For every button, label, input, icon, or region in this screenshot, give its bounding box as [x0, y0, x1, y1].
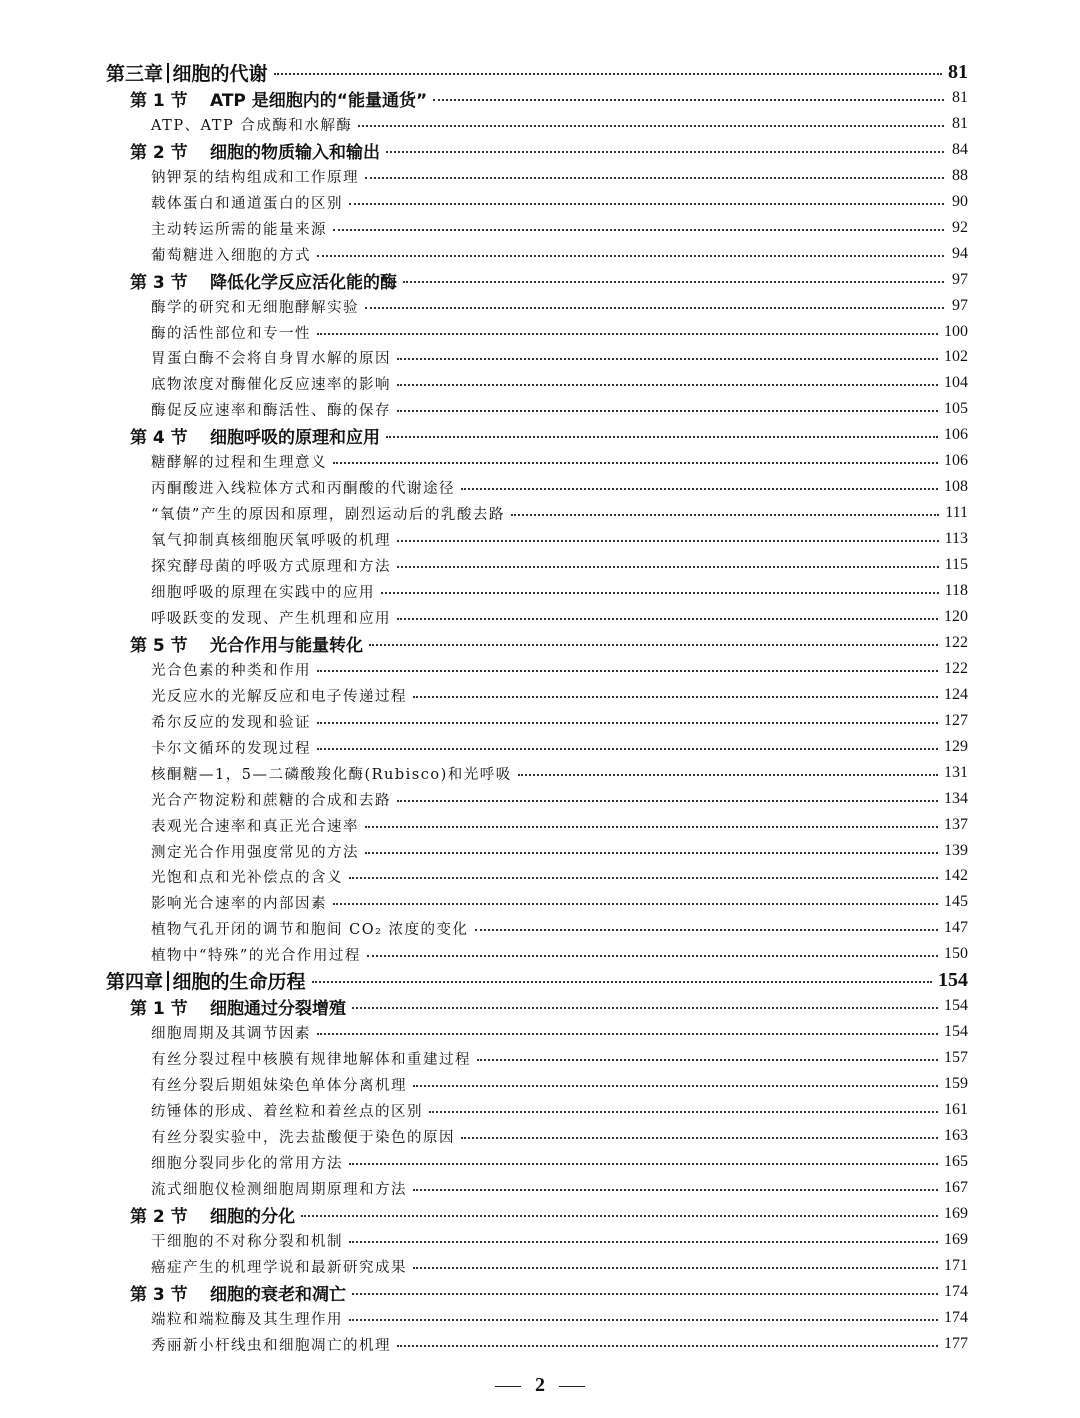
topic-title: 酶促反应速率和酶活性、酶的保存	[151, 402, 391, 419]
topic-title: 糖酵解的过程和生理意义	[151, 454, 327, 471]
dot-leader	[349, 1319, 938, 1321]
toc-topic-row[interactable]	[151, 528, 968, 550]
page-ref: 134	[944, 790, 968, 807]
toc-topic-row[interactable]	[151, 814, 968, 836]
toc-topic-row[interactable]	[151, 710, 968, 732]
page-ref: 113	[944, 530, 968, 547]
topic-title: 表观光合速率和真正光合速率	[151, 818, 359, 835]
page-ref: 81	[952, 115, 968, 132]
dot-leader	[365, 852, 938, 854]
toc-section-row[interactable]	[130, 87, 968, 109]
page-ref: 171	[944, 1257, 968, 1274]
dot-leader	[403, 281, 944, 283]
dot-leader	[317, 333, 938, 335]
topic-title: 影响光合速率的内部因素	[151, 895, 327, 912]
dot-leader	[477, 1059, 938, 1061]
section-title: ATP 是细胞内的“能量通货”	[210, 90, 428, 111]
topic-title: 主动转运所需的能量来源	[151, 221, 327, 238]
toc-topic-row[interactable]	[151, 736, 968, 758]
page-ref: 154	[944, 997, 968, 1014]
footer-dash-left	[495, 1386, 521, 1388]
dot-leader	[397, 384, 938, 386]
toc-topic-row[interactable]	[151, 1099, 968, 1121]
toc-topic-row[interactable]	[151, 398, 968, 420]
section-label: 第 2 节	[130, 142, 188, 163]
dot-leader	[518, 774, 938, 776]
toc-topic-row[interactable]	[151, 1333, 968, 1355]
page-ref: 154	[944, 1023, 968, 1040]
page-ref: 100	[944, 323, 968, 340]
page-ref: 97	[952, 271, 968, 288]
page-ref: 169	[944, 1231, 968, 1248]
dot-leader	[333, 903, 938, 905]
dot-leader	[369, 644, 938, 646]
topic-title: 细胞周期及其调节因素	[151, 1025, 311, 1042]
dot-leader	[317, 255, 944, 257]
dot-leader	[386, 436, 938, 438]
chapter-divider	[167, 971, 169, 991]
page-ref: 118	[944, 582, 968, 599]
toc-topic-row[interactable]	[151, 217, 968, 239]
topic-title: 酶学的研究和无细胞酵解实验	[151, 299, 359, 316]
topic-title: 底物浓度对酶催化反应速率的影响	[151, 376, 391, 393]
toc-chapter-row[interactable]	[106, 969, 968, 991]
dot-leader	[433, 99, 944, 101]
topic-title: “氧债”产生的原因和原理，剧烈运动后的乳酸去路	[151, 506, 505, 523]
section-label: 第 1 节	[130, 90, 188, 111]
topic-title: 光合色素的种类和作用	[151, 662, 311, 679]
dot-leader	[317, 722, 938, 724]
section-title: 细胞的衰老和凋亡	[210, 1284, 346, 1305]
page-ref: 131	[944, 764, 968, 781]
page-ref: 150	[944, 945, 968, 962]
dot-leader	[365, 307, 944, 309]
toc-topic-row[interactable]	[151, 346, 968, 368]
section-label: 第 4 节	[130, 427, 188, 448]
dot-leader	[365, 177, 944, 179]
toc-topic-row[interactable]	[151, 554, 968, 576]
toc-topic-row[interactable]	[151, 450, 968, 472]
topic-title: 氧气抑制真核细胞厌氧呼吸的机理	[151, 532, 391, 549]
dot-leader	[397, 358, 938, 360]
topic-title: 干细胞的不对称分裂和机制	[151, 1233, 343, 1250]
toc-topic-row[interactable]	[151, 762, 968, 784]
topic-title: 葡萄糖进入细胞的方式	[151, 247, 311, 264]
toc-section-row[interactable]	[130, 632, 968, 654]
page-ref: 111	[945, 504, 968, 521]
page-ref: 94	[952, 245, 968, 262]
dot-leader	[386, 151, 944, 153]
section-title: 细胞通过分裂增殖	[210, 998, 346, 1019]
section-title: 细胞的物质输入和输出	[210, 142, 380, 163]
section-title: 光合作用与能量转化	[210, 635, 363, 656]
dot-leader	[511, 514, 939, 516]
topic-title: 有丝分裂过程中核膜有规律地解体和重建过程	[151, 1051, 471, 1068]
page-ref: 154	[938, 968, 968, 991]
page-ref: 105	[944, 400, 968, 417]
topic-title: 载体蛋白和通道蛋白的区别	[151, 195, 343, 212]
dot-leader	[429, 1111, 938, 1113]
dot-leader	[349, 1241, 938, 1243]
section-label: 第 3 节	[130, 1284, 188, 1305]
dot-leader	[413, 1267, 938, 1269]
topic-title: 植物中“特殊”的光合作用过程	[151, 947, 361, 964]
dot-leader	[381, 592, 939, 594]
page-ref: 120	[944, 608, 968, 625]
toc-topic-row[interactable]	[151, 321, 968, 343]
page-ref: 106	[944, 426, 968, 443]
dot-leader	[349, 203, 944, 205]
section-label: 第 2 节	[130, 1206, 188, 1227]
topic-title: ATP、ATP 合成酶和水解酶	[151, 117, 353, 134]
dot-leader	[352, 1007, 938, 1009]
toc-topic-row[interactable]	[151, 917, 968, 939]
toc-topic-row[interactable]	[151, 943, 968, 965]
topic-title: 有丝分裂实验中，洗去盐酸便于染色的原因	[151, 1129, 455, 1146]
dot-leader	[358, 125, 944, 127]
dot-leader	[413, 696, 938, 698]
page-ref: 102	[944, 348, 968, 365]
topic-title: 探究酵母菌的呼吸方式原理和方法	[151, 558, 391, 575]
chapter-title: 细胞的生命历程	[172, 970, 306, 993]
topic-title: 光合产物淀粉和蔗糖的合成和去路	[151, 792, 391, 809]
page-ref: 145	[944, 893, 968, 910]
page-ref: 157	[944, 1049, 968, 1066]
toc-section-row[interactable]	[130, 995, 968, 1017]
toc-topic-row[interactable]	[151, 1151, 968, 1173]
page-ref: 81	[948, 60, 968, 83]
page-ref: 165	[944, 1153, 968, 1170]
topic-title: 植物气孔开闭的调节和胞间 CO₂ 浓度的变化	[151, 921, 469, 938]
page-ref: 167	[944, 1179, 968, 1196]
page-ref: 88	[952, 167, 968, 184]
section-label: 第 3 节	[130, 272, 188, 293]
page-ref: 137	[944, 816, 968, 833]
toc-topic-row[interactable]	[151, 580, 968, 602]
dot-leader	[397, 1345, 938, 1347]
page-ref: 159	[944, 1075, 968, 1092]
topic-title: 流式细胞仪检测细胞周期原理和方法	[151, 1181, 407, 1198]
toc-section-row[interactable]	[130, 1281, 968, 1303]
dot-leader	[397, 540, 939, 542]
topic-title: 细胞呼吸的原理在实践中的应用	[151, 584, 375, 601]
page-number: 2	[535, 1374, 545, 1396]
dot-leader	[274, 73, 942, 75]
dot-leader	[317, 748, 938, 750]
topic-title: 钠钾泵的结构组成和工作原理	[151, 169, 359, 186]
chapter-label: 第三章	[106, 62, 164, 85]
toc-topic-row[interactable]	[151, 840, 968, 862]
toc-topic-row[interactable]	[151, 1255, 968, 1277]
toc-topic-row[interactable]	[151, 684, 968, 706]
toc-topic-row[interactable]	[151, 1021, 968, 1043]
page-ref: 108	[944, 478, 968, 495]
toc-section-row[interactable]	[130, 1203, 968, 1225]
page-ref: 84	[952, 141, 968, 158]
page-ref: 174	[944, 1283, 968, 1300]
topic-title: 端粒和端粒酶及其生理作用	[151, 1311, 343, 1328]
section-title: 细胞的分化	[210, 1206, 295, 1227]
toc-topic-row[interactable]	[151, 1047, 968, 1069]
page-ref: 122	[944, 634, 968, 651]
dot-leader	[461, 1137, 938, 1139]
page-ref: 104	[944, 374, 968, 391]
topic-title: 癌症产生的机理学说和最新研究成果	[151, 1259, 407, 1276]
page-ref: 177	[944, 1335, 968, 1352]
toc-topic-row[interactable]	[151, 865, 968, 887]
dot-leader	[333, 229, 944, 231]
chapter-label: 第四章	[106, 970, 164, 993]
topic-title: 秀丽新小杆线虫和细胞凋亡的机理	[151, 1337, 391, 1354]
page-ref: 90	[952, 193, 968, 210]
chapter-title: 细胞的代谢	[172, 62, 268, 85]
topic-title: 胃蛋白酶不会将自身胃水解的原因	[151, 350, 391, 367]
dot-leader	[461, 488, 938, 490]
page-footer	[0, 1374, 1080, 1397]
page-ref: 139	[944, 842, 968, 859]
dot-leader	[397, 410, 938, 412]
dot-leader	[312, 981, 932, 983]
page-ref: 163	[944, 1127, 968, 1144]
page-ref: 122	[944, 660, 968, 677]
toc-topic-row[interactable]	[151, 1125, 968, 1147]
toc-topic-row[interactable]	[151, 1307, 968, 1329]
dot-leader	[301, 1215, 938, 1217]
dot-leader	[413, 1085, 938, 1087]
page-ref: 124	[944, 686, 968, 703]
dot-leader	[365, 826, 938, 828]
toc-topic-row[interactable]	[151, 243, 968, 265]
dot-leader	[317, 1033, 938, 1035]
dot-leader	[367, 955, 938, 957]
page-ref: 174	[944, 1309, 968, 1326]
page-ref: 92	[952, 219, 968, 236]
page-ref: 127	[944, 712, 968, 729]
page-ref: 129	[944, 738, 968, 755]
topic-title: 光饱和点和光补偿点的含义	[151, 869, 343, 886]
toc-topic-row[interactable]	[151, 891, 968, 913]
dot-leader	[349, 1163, 938, 1165]
dot-leader	[352, 1293, 938, 1295]
section-label: 第 1 节	[130, 998, 188, 1019]
dot-leader	[333, 462, 938, 464]
topic-title: 呼吸跃变的发现、产生机理和应用	[151, 610, 391, 627]
topic-title: 光反应水的光解反应和电子传递过程	[151, 688, 407, 705]
toc-topic-row[interactable]	[151, 372, 968, 394]
page-ref: 106	[944, 452, 968, 469]
topic-title: 测定光合作用强度常见的方法	[151, 844, 359, 861]
toc-topic-row[interactable]	[151, 606, 968, 628]
dot-leader	[349, 877, 938, 879]
toc-topic-row[interactable]	[151, 113, 968, 135]
section-label: 第 5 节	[130, 635, 188, 656]
toc-section-row[interactable]	[130, 139, 968, 161]
chapter-divider	[167, 63, 169, 83]
page-ref: 81	[952, 89, 968, 106]
page-ref: 147	[944, 919, 968, 936]
toc-section-row[interactable]	[130, 424, 968, 446]
topic-title: 酶的活性部位和专一性	[151, 325, 311, 342]
toc-topic-row[interactable]	[151, 502, 968, 524]
dot-leader	[397, 566, 939, 568]
section-title: 细胞呼吸的原理和应用	[210, 427, 380, 448]
dot-leader	[475, 929, 938, 931]
toc-chapter-row[interactable]	[106, 61, 968, 83]
topic-title: 纺锤体的形成、着丝粒和着丝点的区别	[151, 1103, 423, 1120]
toc-topic-row[interactable]	[151, 1229, 968, 1251]
toc-topic-row[interactable]	[151, 788, 968, 810]
toc-topic-row[interactable]	[151, 295, 968, 317]
page-ref: 161	[944, 1101, 968, 1118]
dot-leader	[413, 1189, 938, 1191]
footer-dash-right	[559, 1386, 585, 1388]
toc-topic-row[interactable]	[151, 658, 968, 680]
toc-topic-row[interactable]	[151, 1177, 968, 1199]
topic-title: 细胞分裂同步化的常用方法	[151, 1155, 343, 1172]
toc-topic-row[interactable]	[151, 476, 968, 498]
toc-topic-row[interactable]	[151, 191, 968, 213]
toc-topic-row[interactable]	[151, 1073, 968, 1095]
toc-topic-row[interactable]	[151, 165, 968, 187]
toc-section-row[interactable]	[130, 269, 968, 291]
page-ref: 115	[944, 556, 968, 573]
page-ref: 142	[944, 867, 968, 884]
dot-leader	[397, 618, 938, 620]
dot-leader	[317, 670, 938, 672]
page-ref: 169	[944, 1205, 968, 1222]
topic-title: 丙酮酸进入线粒体方式和丙酮酸的代谢途径	[151, 480, 455, 497]
topic-title: 卡尔文循环的发现过程	[151, 740, 311, 757]
page-ref: 97	[952, 297, 968, 314]
topic-title: 希尔反应的发现和验证	[151, 714, 311, 731]
topic-title: 核酮糖—1，5—二磷酸羧化酶(Rubisco)和光呼吸	[151, 766, 512, 783]
section-title: 降低化学反应活化能的酶	[210, 272, 397, 293]
topic-title: 有丝分裂后期姐妹染色单体分离机理	[151, 1077, 407, 1094]
dot-leader	[397, 800, 938, 802]
